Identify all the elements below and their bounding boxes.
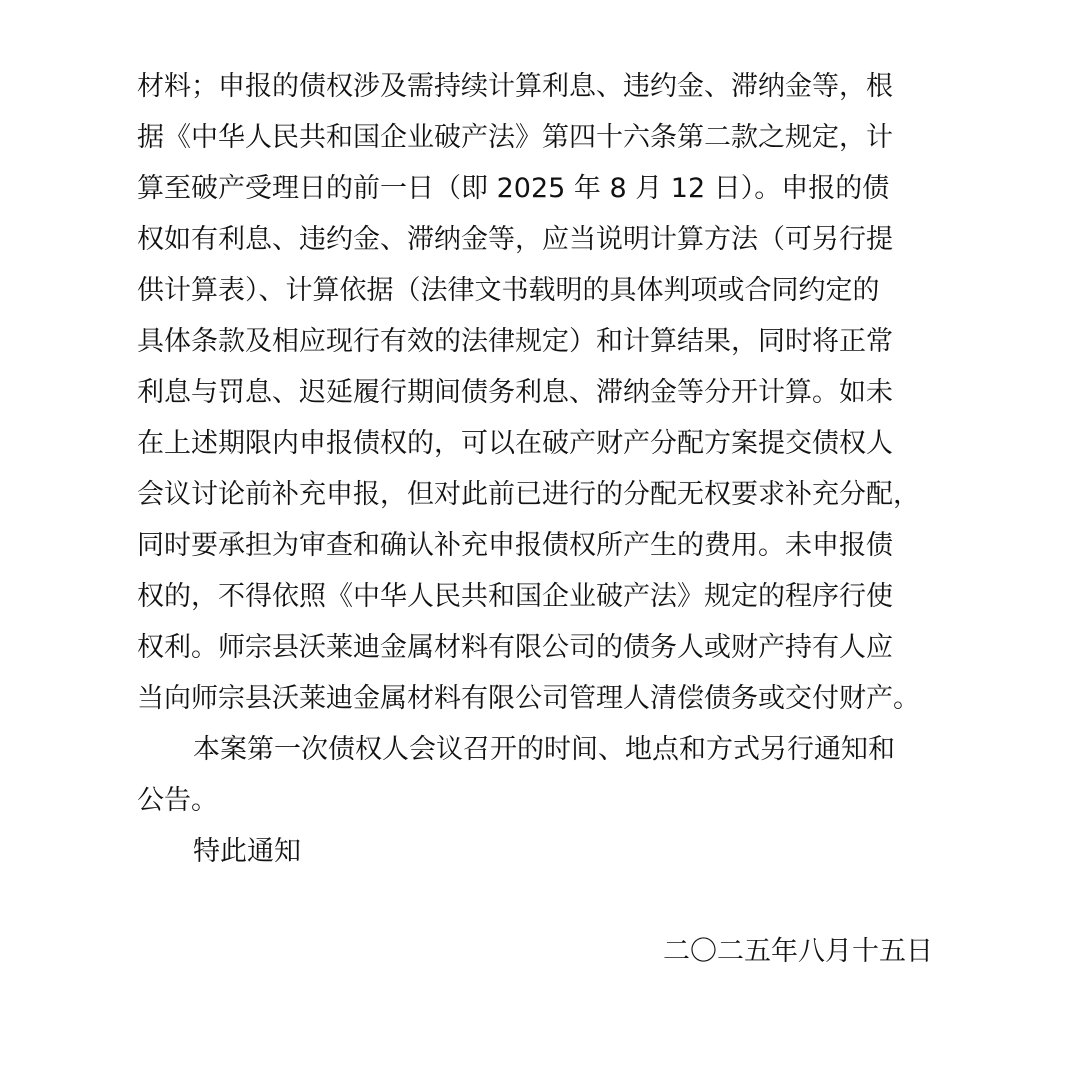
body-line-12: 权利。师宗县沃莱迪金属材料有限公司的债务人或财产持有人应: [137, 632, 893, 663]
body-line-7: 利息与罚息、迟延履行期间债务利息、滞纳金等分开计算。如未: [137, 377, 893, 408]
body-line-8: 在上述期限内申报债权的，可以在破产财产分配方案提交债权人: [137, 428, 893, 459]
body-line-6: 具体条款及相应现行有效的法律规定）和计算结果，同时将正常: [137, 326, 893, 357]
document-date: 二〇二五年八月十五日: [663, 936, 933, 967]
meeting-paragraph-line-2: 公告。: [137, 785, 218, 816]
body-line-13: 当向师宗县沃莱迪金属材料有限公司管理人清偿债务或交付财产。: [137, 683, 920, 714]
body-line-9: 会议讨论前补充申报，但对此前已进行的分配无权要求补充分配，: [137, 479, 920, 510]
meeting-paragraph-line-1: 本案第一次债权人会议召开的时间、地点和方式另行通知和: [193, 734, 895, 765]
closing-text: 特此通知: [193, 836, 301, 867]
body-line-1: 材料；申报的债权涉及需持续计算利息、违约金、滞纳金等，根: [137, 71, 893, 102]
body-line-5: 供计算表）、计算依据（法律文书载明的具体判项或合同约定的: [137, 275, 880, 306]
body-line-4: 权如有利息、违约金、滞纳金等，应当说明计算方法（可另行提: [137, 224, 893, 255]
body-line-10: 同时要承担为审查和确认补充申报债权所产生的费用。未申报债: [137, 530, 893, 561]
body-line-11: 权的，不得依照《中华人民共和国企业破产法》规定的程序行使: [137, 581, 893, 612]
body-line-2: 据《中华人民共和国企业破产法》第四十六条第二款之规定，计: [137, 122, 893, 153]
body-line-3: 算至破产受理日的前一日（即 2025 年 8 月 12 日）。申报的债: [137, 173, 890, 204]
